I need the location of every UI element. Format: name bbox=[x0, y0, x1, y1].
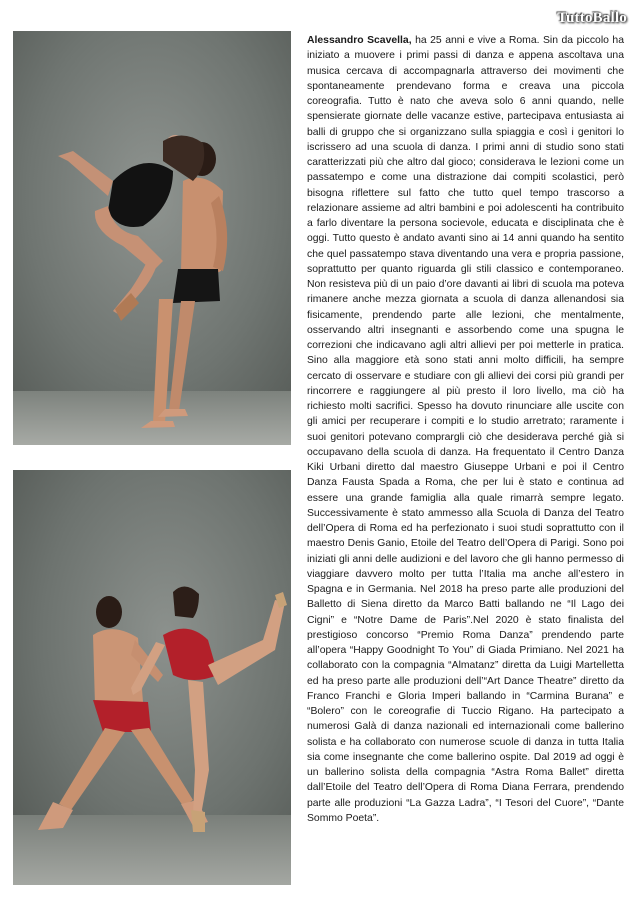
dancer-name: Alessandro Scavella, bbox=[307, 35, 412, 46]
dance-photo-illustration bbox=[13, 31, 291, 445]
dance-photo-illustration bbox=[13, 470, 291, 885]
dance-photo-black-costumes bbox=[13, 31, 291, 445]
dance-photo-red-costumes bbox=[13, 470, 291, 885]
magazine-logo: TuttoBallo bbox=[557, 10, 627, 26]
dancer-biography bbox=[307, 33, 624, 826]
biography-text: ha 25 anni e vive a Roma. Sin da piccolo ha iniziato a muovere i primi passi di danza e appena ascoltava una musica cercava di accompagnarla attraverso dei movimenti che spontaneamente prendevano forma e creava una piccola coreografia. Tutto è nato che aveva solo 6 anni quando, nelle spensierate giornate delle vacanze estive, partecipava entusiasta ai balli di gruppo che si organizzano sulla spiaggia e così i genitori lo iscrissero ad una scuola di danza. I primi anni di studio sono stati caratterizzati più che altro dal gioco; considerava le lezioni come un passatempo e come una distrazione dai compiti scolastici, però bisogna riflettere sul fatto che tutto quel tempo trascorso a relazionare assieme ad altri bambini e poi adolescenti ha contribuito a farlo diventare la persona socievole, educata e disciplinata che è oggi. Tutto questo è andato avanti sino ai 14 anni quando ha sentito che quel passatempo stava diventando una vera e propria passione, soprattutto per quanto riguarda gli stili classico e contemporaneo. Non resisteva più di un paio d’ore davanti ai libri di scuola ma poteva rimanere anche mezza giornata a scuola di danza allenandosi sia fisicamente, prendendo parte alle lezioni, che mentalmente, osservando altri insegnanti e assorbendo come una spugna le correzioni che indicavano agli altri allievi per poi metterle in pratica. Sino alla maggiore età sono stati anni molto difficili, ha sempre cercato di osservare e studiare con gli allievi dei corsi più grandi per rincorrere e raggiungere al più presto il loro livello, ma ciò ha richiesto molti sacrifici. Spesso ha dovuto rinunciare alle uscite con gli amici per recuperare i compiti e lo studio arretrato; raramente i suoi genitori potevano comprargli ciò che desiderava perché già si occupavano della scuola di danza. Ha frequentato il Centro Danza Kiki Urbani diretto dal maestro Giuseppe Urbani e poi il Centro Danza Fausta Spada a Roma, che per lui è stato e continua ad essere una grande famiglia alla quale rimarrà sempre legato. Successivamente è stato ammesso alla Scuola di Danza del Teatro dell’Opera di Roma ed ha perfezionato i suoi studi soprattutto con il maestro Denis Ganio, Etoile del Teatro dell’Opera di Parigi. Sono poi iniziati gli anni delle audizioni e del lavoro che gli hanno permesso di viaggiare davvero molto per tutta l’Italia ma anche all’estero in Spagna e in Germania. Nel 2018 ha preso parte alle produzioni del Balletto di Siena diretto da Marco Batti ballando ne “Il Lago dei Cigni” e “Notre Dame de Paris”.Nel 2020 è stato finalista del prestigioso concorso “Premio Roma Danza” prendendo parte all’opera “Happy Goodnight To You” di Giada Primiano. Nel 2021 ha collaborato con la compagnia “Almatanz” diretta da Luigi Martelletta ed ha preso parte alle produzioni dell’“Art Dance Theatre” diretto da Franco Franchi e Gloria Imperi ballando in “Carmina Burana” e “Bolero” con le coreografie di Tuccio Rigano. Ha partecipato a numerosi Galà di danza nazionali ed internazionali come ballerino solista e ha collaborato con numerose scuole di danza in tutta Italia sia come insegnante che come ballerino ospite. Dal 2019 ad oggi è un ballerino solista della compagnia “Astra Roma Ballet” diretta dall’Etoile del Teatro dell’Opera di Roma Diana Ferrara, prendendo parte alle produzioni “La Gazza Ladra”, “I Tesori del Cuore”, “Dante Sommo Poeta”. bbox=[307, 35, 624, 824]
